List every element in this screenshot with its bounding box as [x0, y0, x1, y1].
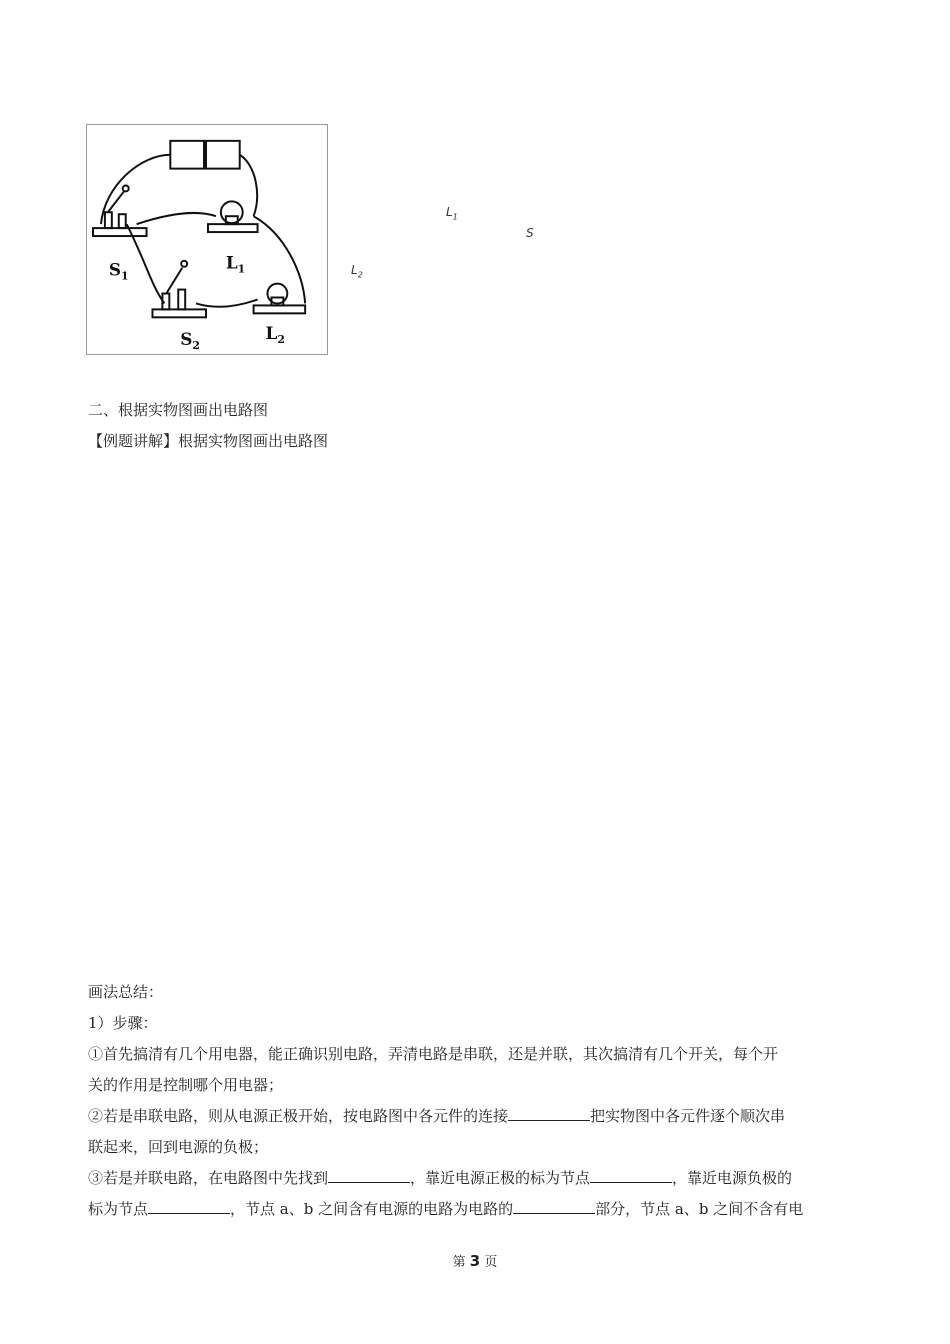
summary-heading: 画法总结：: [88, 983, 164, 1001]
item3-text-b: ，靠近电源正极的标为节点: [410, 1169, 591, 1187]
section-title: 二、根据实物图画出电路图: [88, 401, 269, 419]
blank-field-2: [328, 1166, 410, 1183]
blank-field-3: [590, 1166, 672, 1183]
switch-s1-knob: [123, 185, 129, 191]
label-s2: $S_2$: [180, 329, 200, 353]
item2-text-a: ②若是串联电路，则从电源正极开始，按电路图中各元件的连接: [88, 1107, 509, 1125]
battery-cell-right: [206, 141, 240, 169]
lamp-l1-base: [208, 224, 258, 232]
label-l2: $L_2$: [265, 323, 285, 347]
wire-l1-to-l2: [254, 216, 306, 303]
item3-text-d: 标为节点: [88, 1200, 149, 1218]
item3-text-a: ③若是并联电路，在电路图中先找到: [88, 1169, 329, 1187]
circuit-figure: [86, 124, 328, 355]
switch-s1-base: [93, 228, 147, 236]
switch-s1-post-a: [105, 212, 112, 228]
summary-item1-line2: 关的作用是控制哪个用电器；: [88, 1076, 284, 1094]
lamp-l2-base: [254, 305, 306, 313]
side-label-l2: $L_2$: [351, 263, 363, 280]
footer-prefix: 第: [452, 1255, 466, 1270]
summary-step-label: 1）步骤：: [88, 1014, 158, 1032]
switch-s2-post-b: [178, 290, 185, 310]
switch-s2-base: [152, 309, 206, 317]
switch-s2-knob: [181, 261, 187, 267]
item3-text-c: ，靠近电源负极的: [672, 1169, 793, 1187]
lamp-l1-bulb: [221, 201, 243, 223]
page-footer: [0, 1251, 950, 1270]
side-label-s: S: [526, 226, 534, 240]
item3-text-f: 部分，节点 a、b 之间不含有电: [595, 1200, 804, 1218]
label-l1: $L_1$: [225, 252, 246, 276]
switch-s1-post-b: [119, 214, 126, 228]
label-s1: $S_1$: [108, 259, 129, 283]
blank-field-4: [148, 1197, 230, 1214]
summary-item3-line1: [88, 1163, 868, 1194]
summary-item1-line1: ①首先搞清有几个用电器，能正确识别电路，弄清电路是串联，还是并联，其次搞清有几个开关，每个开: [88, 1045, 779, 1063]
page-number: 3: [469, 1252, 481, 1270]
item2-text-b: 把实物图中各元件逐个顺次串: [590, 1107, 786, 1125]
wire-s2-to-l2: [196, 299, 257, 306]
summary-item3-line2: [88, 1194, 868, 1225]
example-title: 【例题讲解】根据实物图画出电路图: [88, 432, 329, 450]
footer-suffix: 页: [484, 1255, 498, 1270]
blank-field-5: [513, 1197, 595, 1214]
summary-item2-line2: 联起来，回到电源的负极；: [88, 1138, 269, 1156]
blank-field-1: [508, 1104, 590, 1121]
battery-cell-left: [170, 141, 204, 169]
wire-s1-to-l1: [137, 213, 216, 224]
summary-item2-line1: [88, 1101, 868, 1132]
side-label-l1: $L_1$: [446, 205, 458, 222]
circuit-drawing: [87, 125, 327, 354]
item3-text-e: ，节点 a、b 之间含有电源的电路为电路的: [230, 1200, 514, 1218]
